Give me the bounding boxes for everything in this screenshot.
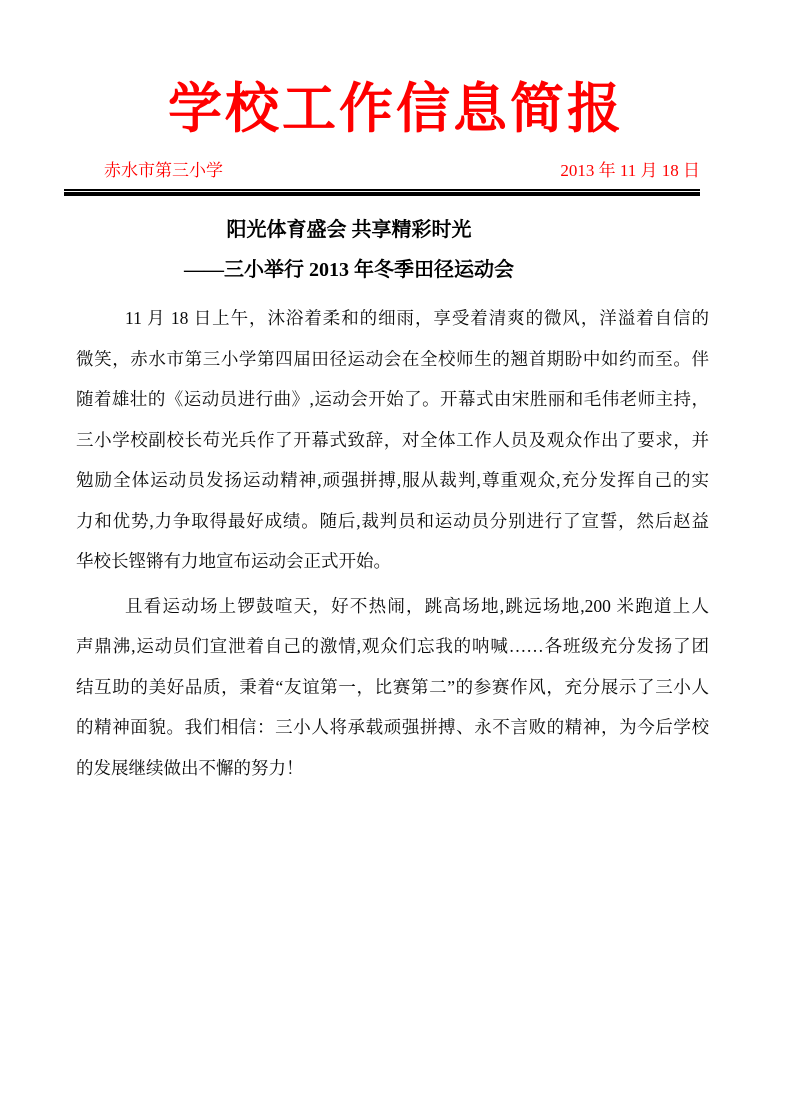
article-headline: 阳光体育盛会 共享精彩时光: [226, 219, 472, 242]
masthead: [0, 78, 792, 196]
issue-date: 2013 年 11 月 18 日: [560, 161, 700, 181]
article-subheadline: ——三小举行 2013 年冬季田径运动会: [184, 259, 514, 282]
paragraph: [76, 298, 709, 582]
masthead-title: 学校工作信息简报: [168, 79, 624, 139]
body-line: 11 月 18 日上午，沐浴着柔和的细雨，享受着清爽的微风，洋溢着自信的: [125, 308, 709, 329]
body-line: 的发展继续做出不懈的努力！: [76, 757, 304, 778]
body-line: 三小学校副校长苟光兵作了开幕式致辞，对全体工作人员及观众作出了要求，并: [76, 429, 709, 450]
body-line: 且看运动场上锣鼓喧天，好不热闹，跳高场地,跳远场地,200 米跑道上人: [125, 595, 709, 616]
body-line: 微笑，赤水市第三小学第四届田径运动会在全校师生的翘首期盼中如约而至。伴: [76, 348, 709, 369]
body-line: 的精神面貌。我们相信：三小人将承载顽强拼搏、永不言败的精神，为今后学校: [76, 717, 709, 738]
body-line: 声鼎沸,运动员们宣泄着自己的激情,观众们忘我的呐喊……各班级充分发扬了团: [76, 636, 709, 657]
article-body: [76, 298, 709, 788]
masthead-double-rule: [64, 189, 700, 196]
article-headings: [76, 210, 622, 290]
masthead-meta: [104, 160, 700, 182]
body-line: 华校长铿锵有力地宣布运动会正式开始。: [76, 551, 391, 572]
issuer-name: 赤水市第三小学: [104, 161, 223, 181]
body-line: 勉励全体运动员发扬运动精神,顽强拼搏,服从裁判,尊重观众,充分发挥自己的实: [76, 470, 709, 491]
article: [0, 210, 792, 788]
paragraph: [76, 586, 709, 789]
body-line: 结互助的美好品质，秉着“友谊第一，比赛第二”的参赛作风，充分展示了三小人: [76, 676, 709, 697]
body-line: 随着雄壮的《运动员进行曲》,运动会开始了。开幕式由宋胜丽和毛伟老师主持，: [76, 389, 709, 410]
body-line: 力和优势,力争取得最好成绩。随后,裁判员和运动员分别进行了宣誓，然后赵益: [76, 510, 709, 531]
